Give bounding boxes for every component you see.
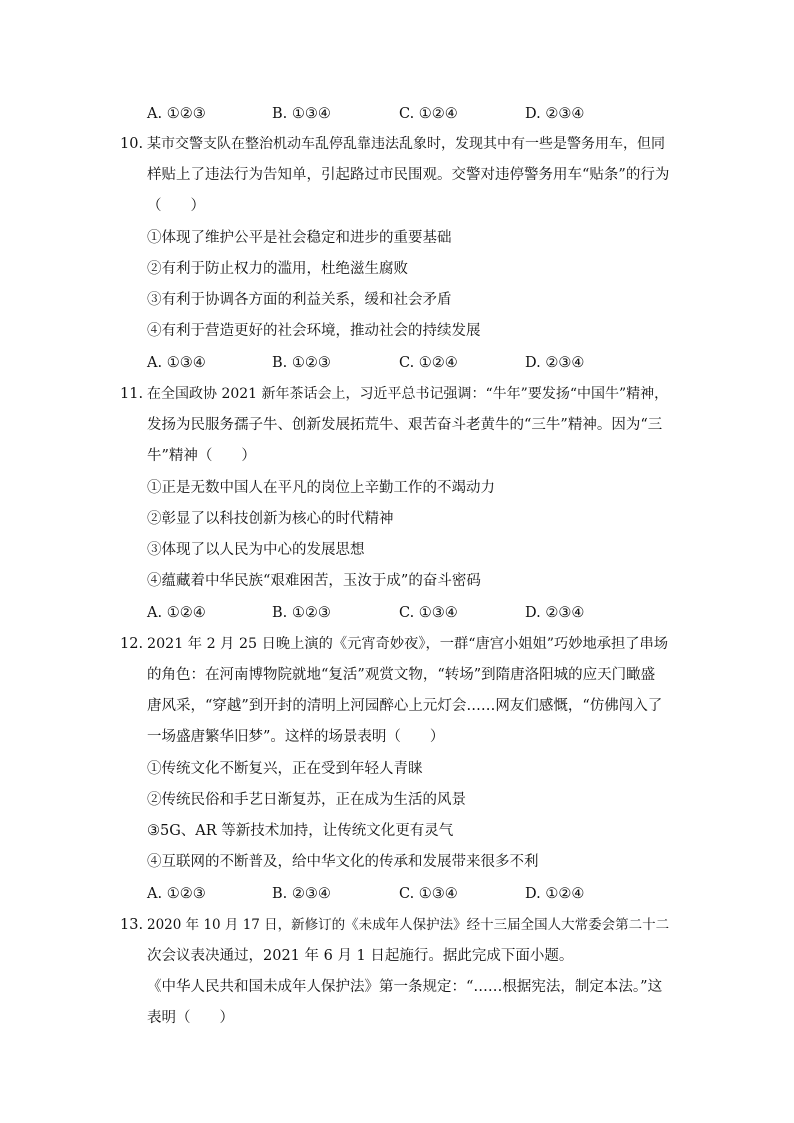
q10-option-b: B. ①②③ <box>272 355 331 371</box>
q10-stem-line: 样贴上了违法行为告知单，引起路过市民围观。交警对违停警务用车“贴条”的行为 <box>147 167 670 183</box>
q9-option-a: A. ①②③ <box>147 106 206 122</box>
q9-option-d: D. ②③④ <box>525 106 585 122</box>
q11-stem-line: 牛”精神（ ） <box>147 448 256 464</box>
q11-stem-line: 在全国政协 2021 新年茶话会上，习近平总书记强调：“牛年”要发扬“中国牛”精神， <box>147 386 669 402</box>
q13-stem-line: 表明（ ） <box>147 1010 234 1026</box>
q10-item-3: ③有利于协调各方面的利益关系，缓和社会矛盾 <box>147 292 452 308</box>
q10-option-c: C. ①②④ <box>399 355 458 371</box>
q11-item-3: ③体现了以人民为中心的发展思想 <box>147 542 365 558</box>
q11-number: 11. <box>120 386 144 402</box>
q11-item-4: ④蕴藏着中华民族“艰难困苦，玉汝于成”的奋斗密码 <box>147 573 481 589</box>
q12-item-2: ②传统民俗和手艺日渐复苏，正在成为生活的风景 <box>147 792 466 808</box>
q11-option-b: B. ①②③ <box>272 605 331 621</box>
q10-stem-line: （ ） <box>147 198 205 214</box>
q13-stem-line: 《中华人民共和国未成年人保护法》第一条规定：“……根据宪法，制定本法。”这 <box>147 979 663 995</box>
q11-stem-line: 发扬为民服务孺子牛、创新发展拓荒牛、艰苦奋斗老黄牛的“三牛”精神。因为“三 <box>147 417 663 433</box>
q12-number: 12. <box>120 636 144 652</box>
q12-item-1: ①传统文化不断复兴，正在受到年轻人青睐 <box>147 761 423 777</box>
q10-option-d: D. ②③④ <box>525 355 585 371</box>
q13-number: 13. <box>120 917 144 933</box>
q9-option-c: C. ①②④ <box>399 106 458 122</box>
q10-item-1: ①体现了维护公平是社会稳定和进步的重要基础 <box>147 230 452 246</box>
q12-stem-line: 唐风采，“穿越”到开封的清明上河园醉心上元灯会……网友们感慨，“仿佛闯入了 <box>147 698 663 714</box>
q11-option-a: A. ①②④ <box>147 605 206 621</box>
q12-option-b: B. ②③④ <box>272 886 331 902</box>
q11-item-1: ①正是无数中国人在平凡的岗位上辛勤工作的不竭动力 <box>147 480 495 496</box>
q13-stem-line: 次会议表决通过，2021 年 6 月 1 日起施行。据此完成下面小题。 <box>147 948 574 964</box>
q11-option-d: D. ②③④ <box>525 605 585 621</box>
q12-item-4: ④互联网的不断普及，给中华文化的传承和发展带来很多不利 <box>147 854 539 870</box>
q10-stem-line: 某市交警支队在整治机动车乱停乱靠违法乱象时，发现其中有一些是警务用车，但同 <box>147 136 665 152</box>
q10-number: 10. <box>120 136 144 152</box>
q12-option-a: A. ①②③ <box>147 886 206 902</box>
q12-stem-line: 一场盛唐繁华旧梦”。这样的场景表明（ ） <box>147 729 445 745</box>
q11-option-c: C. ①③④ <box>399 605 458 621</box>
q9-option-b: B. ①③④ <box>272 106 331 122</box>
q12-option-c: C. ①③④ <box>399 886 458 902</box>
q10-item-4: ④有利于营造更好的社会环境，推动社会的持续发展 <box>147 323 481 339</box>
q10-item-2: ②有利于防止权力的滥用，杜绝滋生腐败 <box>147 261 408 277</box>
q12-option-d: D. ①②④ <box>525 886 585 902</box>
q12-item-3: ③5G、AR 等新技术加持，让传统文化更有灵气 <box>147 823 454 839</box>
q12-stem-line: 2021 年 2 月 25 日晚上演的《元宵奇妙夜》，一群“唐宫小姐姐”巧妙地承担了串场 <box>147 636 669 652</box>
q12-stem-line: 的角色：在河南博物院就地“复活”观赏文物，“转场”到隋唐洛阳城的应天门瞰盛 <box>147 667 656 683</box>
q11-item-2: ②彰显了以科技创新为核心的时代精神 <box>147 511 394 527</box>
q10-option-a: A. ①③④ <box>147 355 206 371</box>
q13-stem-line: 2020 年 10 月 17 日，新修订的《未成年人保护法》经十三届全国人大常委会第二十二 <box>147 917 670 933</box>
